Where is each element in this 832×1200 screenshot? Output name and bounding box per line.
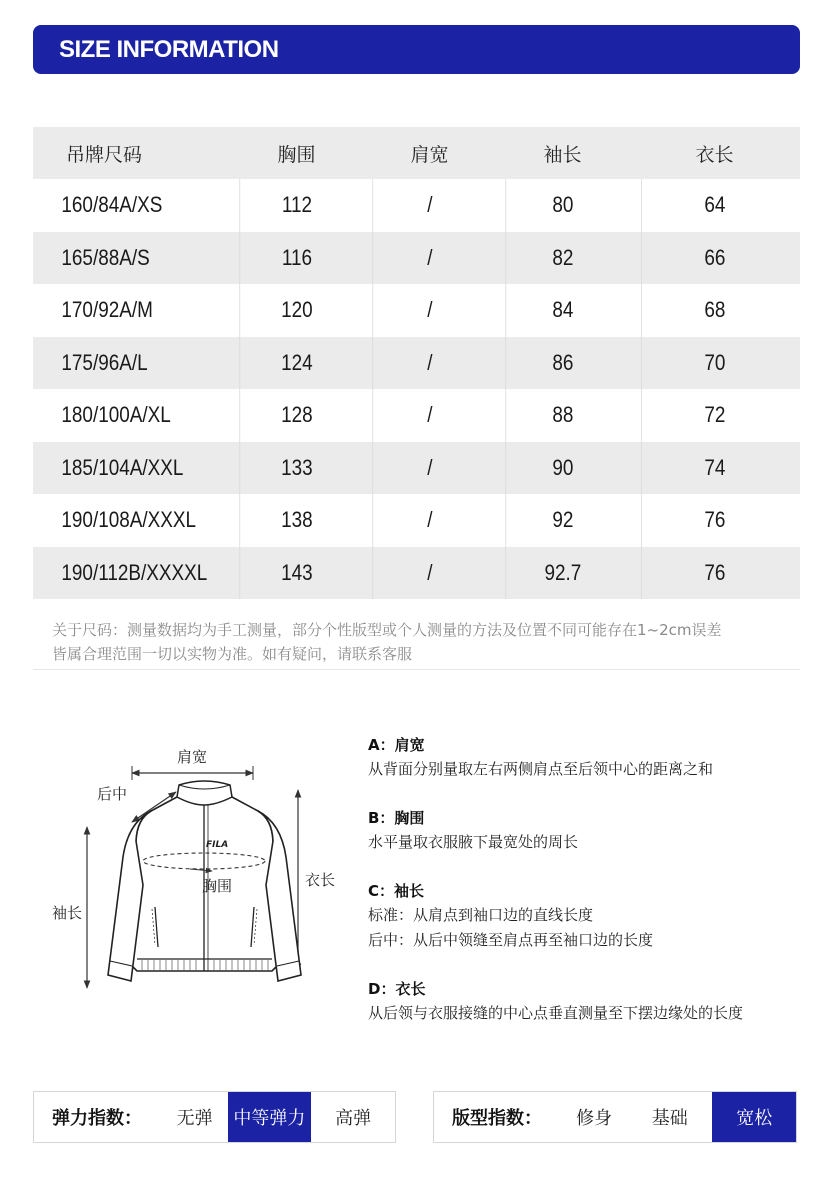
chest-cell: 120: [239, 284, 353, 337]
table-row: [33, 442, 800, 495]
definition-sleeve: [368, 879, 808, 953]
table-row: [33, 232, 800, 285]
table-row: [33, 547, 800, 600]
definition-text: 从背面分别量取左右两侧肩点至后领中心的距离之和: [368, 760, 714, 778]
definition-chest: [368, 806, 808, 855]
header-chest: 胸围: [277, 143, 316, 166]
definition-text: 后中：从后中领缝至肩点再至袖口边的长度: [368, 931, 654, 949]
size-cell: 190/108A/XXXL: [61, 507, 197, 533]
table-row: [33, 179, 800, 232]
table-row: [33, 389, 800, 442]
header-size-label: 吊牌尺码: [66, 143, 143, 166]
shoulder-cell: /: [372, 284, 486, 337]
chest-label: 胸围: [202, 877, 233, 895]
sleeve-cell: 92: [505, 494, 619, 547]
fit-option-loose: 宽松: [712, 1092, 796, 1142]
size-cell: 185/104A/XXL: [61, 454, 184, 480]
divider: [33, 669, 800, 670]
chest-cell: 112: [239, 179, 353, 232]
length-label: 衣长: [305, 871, 336, 889]
sleeve-label: 袖长: [52, 904, 83, 922]
back-center-label: 后中: [97, 785, 128, 803]
size-table: [33, 127, 800, 599]
definition-title: B：胸围: [368, 809, 425, 827]
length-cell: 76: [641, 547, 788, 600]
size-cell: 175/96A/L: [61, 349, 148, 375]
chest-cell: 138: [239, 494, 353, 547]
definition-text: 从后领与衣服接缝的中心点垂直测量至下摆边缘处的长度: [368, 1004, 744, 1022]
elasticity-option-high: 高弹: [335, 1108, 372, 1129]
definition-title: A：肩宽: [368, 736, 425, 754]
jacket-measurement-diagram: [40, 735, 360, 1005]
fit-title: 版型指数：: [452, 1108, 542, 1129]
chest-cell: 124: [239, 337, 353, 390]
header-sleeve: 袖长: [543, 143, 582, 166]
length-cell: 68: [641, 284, 788, 337]
definition-text: 标准：从肩点到袖口边的直线长度: [368, 906, 594, 924]
table-header: [33, 127, 800, 179]
shoulder-cell: /: [372, 547, 486, 600]
shoulder-cell: /: [372, 232, 486, 285]
shoulder-cell: /: [372, 179, 486, 232]
sleeve-cell: 86: [505, 337, 619, 390]
size-note: [52, 618, 812, 666]
length-cell: 64: [641, 179, 788, 232]
chest-cell: 116: [239, 232, 353, 285]
page-title: SIZE INFORMATION: [59, 36, 279, 63]
sleeve-cell: 88: [505, 389, 619, 442]
length-cell: 72: [641, 389, 788, 442]
size-cell: 170/92A/M: [61, 297, 153, 323]
definition-shoulder: [368, 733, 808, 782]
definition-title: D：衣长: [368, 980, 426, 998]
table-row: [33, 284, 800, 337]
definition-title: C：袖长: [368, 882, 425, 900]
shoulder-cell: /: [372, 389, 486, 442]
length-cell: 76: [641, 494, 788, 547]
header-shoulder: 肩宽: [410, 143, 449, 166]
fit-rating: [433, 1091, 797, 1143]
header-length: 衣长: [695, 143, 734, 166]
sleeve-cell: 92.7: [505, 547, 619, 600]
definition-length: [368, 977, 808, 1026]
brand-logo: FILA: [206, 840, 229, 850]
definition-text: 水平量取衣服腋下最宽处的周长: [368, 833, 579, 851]
size-cell: 190/112B/XXXXL: [61, 559, 208, 585]
length-cell: 70: [641, 337, 788, 390]
size-cell: 165/88A/S: [61, 244, 150, 270]
measurement-definitions: [368, 733, 808, 1050]
elasticity-rating: [33, 1091, 396, 1143]
elasticity-option-none: 无弹: [176, 1108, 213, 1129]
shoulder-cell: /: [372, 442, 486, 495]
chest-cell: 143: [239, 547, 353, 600]
size-cell: 180/100A/XL: [61, 402, 171, 428]
length-cell: 74: [641, 442, 788, 495]
header-banner: [33, 25, 800, 74]
sleeve-cell: 84: [505, 284, 619, 337]
chest-cell: 128: [239, 389, 353, 442]
chest-cell: 133: [239, 442, 353, 495]
sleeve-cell: 80: [505, 179, 619, 232]
sleeve-cell: 90: [505, 442, 619, 495]
fit-option-slim: 修身: [576, 1108, 613, 1129]
shoulder-label: 肩宽: [177, 748, 208, 766]
elasticity-title: 弹力指数：: [52, 1108, 142, 1129]
shoulder-cell: /: [372, 494, 486, 547]
table-row: [33, 494, 800, 547]
table-row: [33, 337, 800, 390]
length-cell: 66: [641, 232, 788, 285]
shoulder-cell: /: [372, 337, 486, 390]
size-cell: 160/84A/XS: [61, 192, 163, 218]
sleeve-cell: 82: [505, 232, 619, 285]
note-line: 关于尺码：测量数据均为手工测量，部分个性版型或个人测量的方法及位置不同可能存在1~2cm误差: [52, 621, 722, 639]
elasticity-option-medium: 中等弹力: [228, 1092, 312, 1142]
note-line: 皆属合理范围一切以实物为准。如有疑问，请联系客服: [52, 645, 413, 663]
fit-option-regular: 基础: [651, 1108, 688, 1129]
